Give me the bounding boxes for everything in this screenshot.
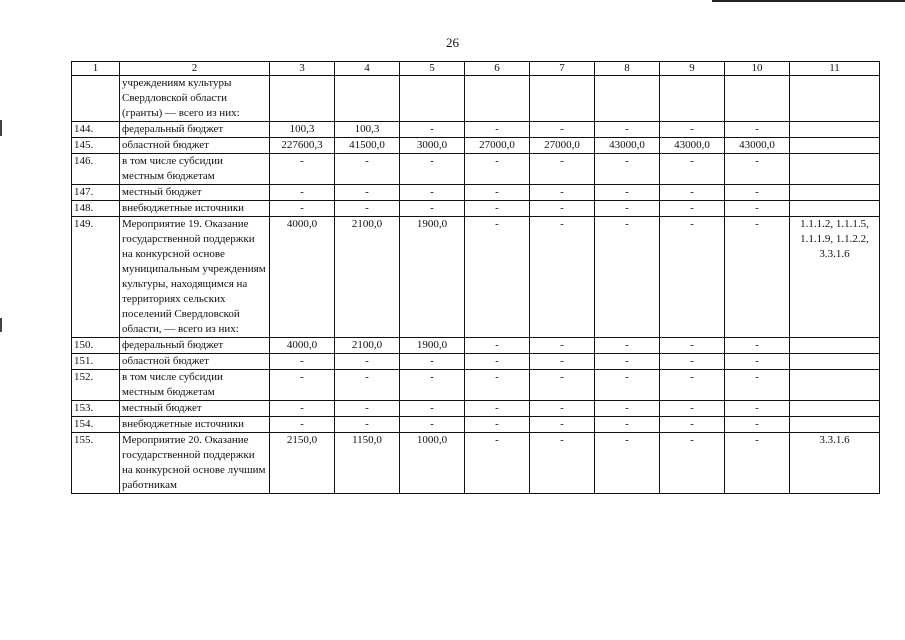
value-cell-col-10: - [725,433,790,494]
value-cell-col-8: - [595,154,660,185]
value-cell-col-4: 2100,0 [335,338,400,354]
target-indicators [790,401,880,417]
row-name: областной бюджет [120,354,270,370]
value-cell-col-5: - [400,417,465,433]
value-cell-col-8: - [595,201,660,217]
table-row [72,401,880,417]
value-cell-col-6: - [465,338,530,354]
column-header-5: 5 [400,62,465,76]
target-indicators [790,138,880,154]
target-indicators [790,370,880,401]
value-cell-col-8: - [595,354,660,370]
column-header-3: 3 [270,62,335,76]
value-cell-col-7: 27000,0 [530,138,595,154]
value-cell-col-10: - [725,354,790,370]
table-row [72,185,880,201]
value-cell-col-8 [595,76,660,122]
value-cell-col-5: 1900,0 [400,338,465,354]
value-cell-col-10: - [725,417,790,433]
target-indicators [790,338,880,354]
value-cell-col-4: - [335,417,400,433]
row-number: 147. [72,185,120,201]
row-name: Мероприятие 19. Оказание государственной поддержки на конкурсной основе муниципальным учреждениям культуры, находящимся на территориях сельских поселений Свердловской области, — всего из них: [120,217,270,338]
column-header-6: 6 [465,62,530,76]
row-number: 148. [72,201,120,217]
value-cell-col-4: - [335,401,400,417]
row-number: 144. [72,122,120,138]
row-number: 150. [72,338,120,354]
value-cell-col-5: 1900,0 [400,217,465,338]
value-cell-col-8: - [595,185,660,201]
target-indicators [790,185,880,201]
column-header-11: 11 [790,62,880,76]
value-cell-col-6 [465,76,530,122]
value-cell-col-4: - [335,354,400,370]
column-header-4: 4 [335,62,400,76]
target-indicators [790,154,880,185]
value-cell-col-3: - [270,154,335,185]
table-row [72,138,880,154]
value-cell-col-4: 41500,0 [335,138,400,154]
value-cell-col-4: - [335,185,400,201]
value-cell-col-6: - [465,354,530,370]
value-cell-col-7: - [530,433,595,494]
value-cell-col-8: - [595,122,660,138]
row-name: Мероприятие 20. Оказание государственной поддержки на конкурсной основе лучшим работникам [120,433,270,494]
value-cell-col-3: - [270,201,335,217]
value-cell-col-10: - [725,201,790,217]
row-name: местный бюджет [120,401,270,417]
value-cell-col-7: - [530,338,595,354]
value-cell-col-10: 43000,0 [725,138,790,154]
value-cell-col-7: - [530,401,595,417]
value-cell-col-6: - [465,122,530,138]
target-indicators [790,417,880,433]
table-row [72,122,880,138]
value-cell-col-3: - [270,401,335,417]
value-cell-col-10: - [725,185,790,201]
row-name: учреждениям культуры Свердловской области (гранты) — всего из них: [120,76,270,122]
value-cell-col-3: 100,3 [270,122,335,138]
row-name: федеральный бюджет [120,122,270,138]
scan-edge-mark [0,120,2,136]
value-cell-col-4: - [335,201,400,217]
value-cell-col-8: 43000,0 [595,138,660,154]
value-cell-col-9: - [660,201,725,217]
value-cell-col-5 [400,76,465,122]
table-row [72,154,880,185]
value-cell-col-9: - [660,433,725,494]
value-cell-col-9: - [660,354,725,370]
top-rule [712,0,905,2]
value-cell-col-5: - [400,122,465,138]
value-cell-col-5: - [400,201,465,217]
column-number-row [72,62,880,76]
value-cell-col-9: - [660,217,725,338]
value-cell-col-6: - [465,401,530,417]
value-cell-col-5: - [400,154,465,185]
value-cell-col-6: - [465,370,530,401]
value-cell-col-7: - [530,154,595,185]
value-cell-col-8: - [595,433,660,494]
value-cell-col-6: 27000,0 [465,138,530,154]
value-cell-col-3: - [270,354,335,370]
value-cell-col-9: - [660,185,725,201]
value-cell-col-9: - [660,417,725,433]
row-name: в том числе субсидии местным бюджетам [120,154,270,185]
value-cell-col-3: 4000,0 [270,338,335,354]
scan-edge-mark [0,318,2,332]
value-cell-col-5: 1000,0 [400,433,465,494]
row-number: 155. [72,433,120,494]
value-cell-col-3 [270,76,335,122]
row-name: в том числе субсидии местным бюджетам [120,370,270,401]
value-cell-col-6: - [465,433,530,494]
target-indicators [790,354,880,370]
value-cell-col-6: - [465,417,530,433]
value-cell-col-6: - [465,201,530,217]
value-cell-col-9: - [660,370,725,401]
value-cell-col-9: - [660,122,725,138]
table-row [72,201,880,217]
column-header-7: 7 [530,62,595,76]
value-cell-col-3: - [270,417,335,433]
value-cell-col-9: - [660,338,725,354]
table-row [72,417,880,433]
column-header-9: 9 [660,62,725,76]
value-cell-col-6: - [465,217,530,338]
value-cell-col-10 [725,76,790,122]
value-cell-col-7: - [530,370,595,401]
value-cell-col-7 [530,76,595,122]
column-header-8: 8 [595,62,660,76]
row-name: областной бюджет [120,138,270,154]
column-header-2: 2 [120,62,270,76]
value-cell-col-10: - [725,401,790,417]
value-cell-col-9: 43000,0 [660,138,725,154]
value-cell-col-5: - [400,354,465,370]
value-cell-col-8: - [595,338,660,354]
target-indicators [790,122,880,138]
value-cell-col-7: - [530,354,595,370]
value-cell-col-10: - [725,217,790,338]
value-cell-col-4 [335,76,400,122]
value-cell-col-10: - [725,154,790,185]
value-cell-col-3: 4000,0 [270,217,335,338]
value-cell-col-7: - [530,185,595,201]
value-cell-col-5: - [400,370,465,401]
table-row [72,76,880,122]
column-header-10: 10 [725,62,790,76]
value-cell-col-10: - [725,370,790,401]
row-name: внебюджетные источники [120,417,270,433]
value-cell-col-3: 2150,0 [270,433,335,494]
target-indicators: 1.1.1.2, 1.1.1.5, 1.1.1.9, 1.1.2.2, 3.3.1.6 [790,217,880,338]
row-name: внебюджетные источники [120,201,270,217]
row-number: 146. [72,154,120,185]
value-cell-col-8: - [595,417,660,433]
value-cell-col-4: 1150,0 [335,433,400,494]
value-cell-col-3: 227600,3 [270,138,335,154]
value-cell-col-5: - [400,401,465,417]
value-cell-col-6: - [465,185,530,201]
budget-table [71,61,880,494]
value-cell-col-7: - [530,417,595,433]
value-cell-col-6: - [465,154,530,185]
value-cell-col-9 [660,76,725,122]
column-header-1: 1 [72,62,120,76]
target-indicators [790,201,880,217]
table-row [72,217,880,338]
row-number: 154. [72,417,120,433]
row-number: 152. [72,370,120,401]
value-cell-col-4: - [335,370,400,401]
value-cell-col-7: - [530,122,595,138]
row-number [72,76,120,122]
value-cell-col-5: 3000,0 [400,138,465,154]
value-cell-col-10: - [725,122,790,138]
value-cell-col-8: - [595,370,660,401]
value-cell-col-3: - [270,185,335,201]
value-cell-col-7: - [530,217,595,338]
value-cell-col-9: - [660,401,725,417]
page-number: 26 [446,35,459,50]
value-cell-col-8: - [595,217,660,338]
value-cell-col-4: 2100,0 [335,217,400,338]
table-row [72,338,880,354]
value-cell-col-3: - [270,370,335,401]
row-name: местный бюджет [120,185,270,201]
value-cell-col-7: - [530,201,595,217]
value-cell-col-10: - [725,338,790,354]
row-number: 153. [72,401,120,417]
row-number: 149. [72,217,120,338]
table-body [72,76,880,494]
target-indicators: 3.3.1.6 [790,433,880,494]
table-row [72,354,880,370]
value-cell-col-4: 100,3 [335,122,400,138]
row-number: 145. [72,138,120,154]
target-indicators [790,76,880,122]
value-cell-col-9: - [660,154,725,185]
value-cell-col-4: - [335,154,400,185]
table-row [72,433,880,494]
table-row [72,370,880,401]
row-number: 151. [72,354,120,370]
value-cell-col-5: - [400,185,465,201]
row-name: федеральный бюджет [120,338,270,354]
value-cell-col-8: - [595,401,660,417]
